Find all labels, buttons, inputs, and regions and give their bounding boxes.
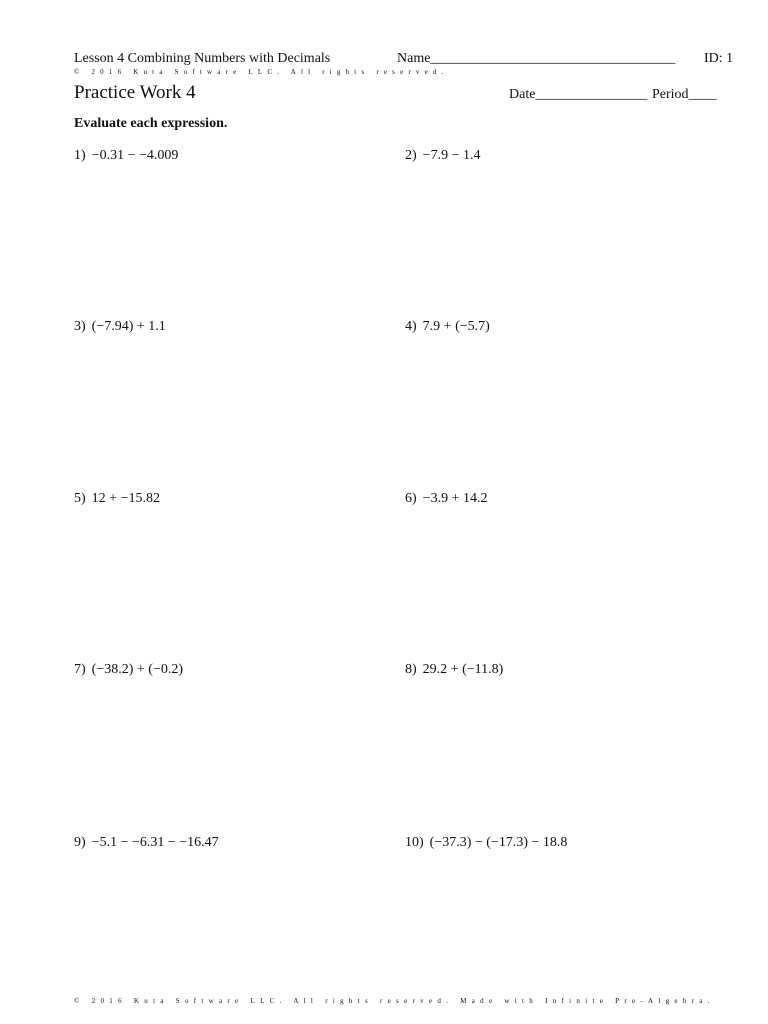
page-title: Practice Work 4 — [74, 82, 196, 103]
lesson-title: Lesson 4 Combining Numbers with Decimals — [74, 51, 331, 66]
problem-number: 1) — [74, 148, 86, 163]
problem-6 — [405, 491, 487, 507]
copyright-footer: © 2016 Kuta Software LLC. All rights reserved. Made with Infinite Pre-Algebra. — [74, 997, 715, 1005]
problem-expression: 12 + −15.82 — [91, 491, 160, 506]
problem-expression: −0.31 − −4.009 — [91, 148, 179, 163]
problem-number: 7) — [74, 662, 86, 677]
problem-1 — [74, 148, 178, 164]
problem-2 — [405, 148, 480, 164]
instructions: Evaluate each expression. — [74, 116, 228, 131]
name-field: Name___________________________________ — [397, 51, 676, 66]
problem-10 — [405, 835, 567, 851]
problem-number: 8) — [405, 662, 417, 677]
problem-expression: −7.9 − 1.4 — [422, 148, 481, 163]
problem-7 — [74, 662, 183, 678]
period-field: Period____ — [652, 87, 717, 102]
problem-expression: (−7.94) + 1.1 — [91, 319, 166, 334]
problem-expression: (−38.2) + (−0.2) — [91, 662, 184, 677]
problem-number: 6) — [405, 491, 417, 506]
date-field: Date________________ — [509, 87, 648, 102]
problem-number: 5) — [74, 491, 86, 506]
worksheet-id: ID: 1 — [704, 51, 734, 66]
problem-number: 4) — [405, 319, 417, 334]
problem-expression: −5.1 − −6.31 − −16.47 — [91, 835, 219, 850]
copyright-header: © 2016 Kuta Software LLC. All rights reserved. — [74, 68, 449, 76]
problem-number: 9) — [74, 835, 86, 850]
problem-9 — [74, 835, 219, 851]
problem-expression: 7.9 + (−5.7) — [422, 319, 490, 334]
problem-3 — [74, 319, 166, 335]
problem-number: 10) — [405, 835, 424, 850]
problem-8 — [405, 662, 503, 678]
problem-expression: −3.9 + 14.2 — [422, 491, 488, 506]
problem-expression: (−37.3) − (−17.3) − 18.8 — [429, 835, 568, 850]
problem-5 — [74, 491, 160, 507]
problem-number: 3) — [74, 319, 86, 334]
problem-expression: 29.2 + (−11.8) — [422, 662, 504, 677]
problem-4 — [405, 319, 490, 335]
problem-number: 2) — [405, 148, 417, 163]
